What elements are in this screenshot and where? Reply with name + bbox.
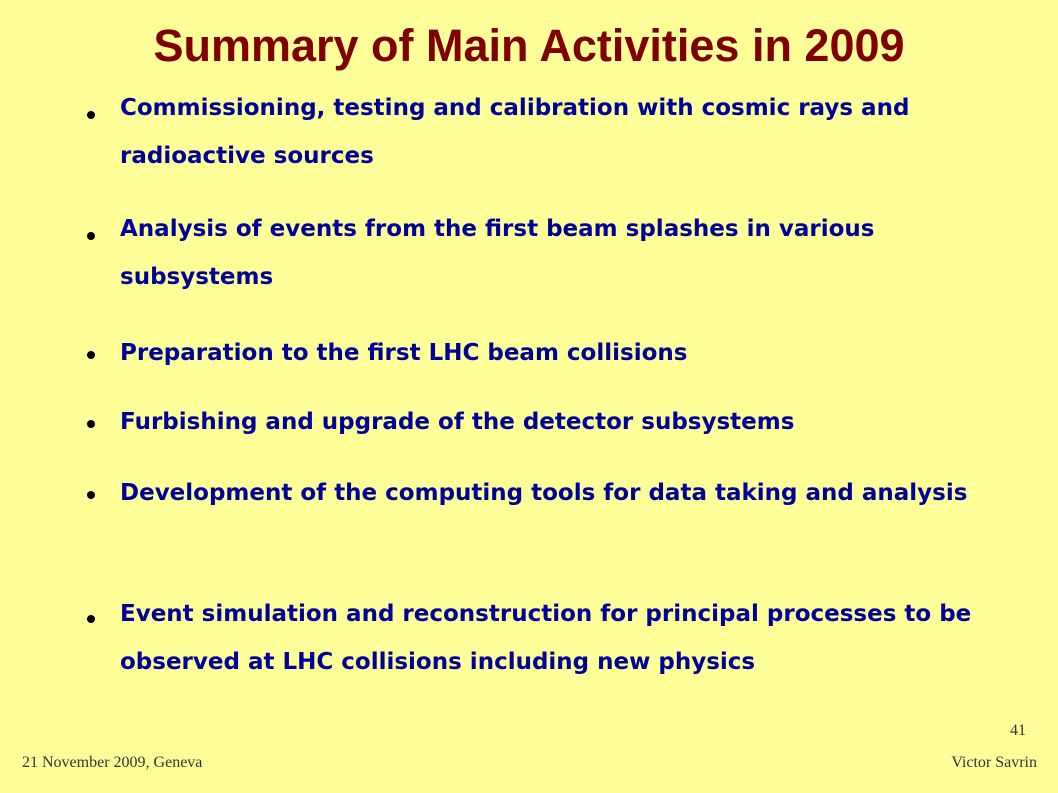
- bullet-text: Furbishing and upgrade of the detector subsystems: [120, 409, 795, 435]
- bullet-text: Development of the computing tools for data taking and analysis: [120, 480, 968, 506]
- bullet-dot-icon: [87, 111, 95, 119]
- bullet-text: Event simulation and reconstruction for principal processes to be observed at LHC collisions including new physics: [120, 601, 972, 675]
- slide-title: Summary of Main Activities in 2009: [153, 20, 905, 71]
- footer-author: Victor Savrin: [951, 754, 1037, 771]
- footer-date-location: 21 November 2009, Geneva: [22, 754, 203, 771]
- bullet-text: Preparation to the first LHC beam collisions: [120, 340, 688, 366]
- bullet-dot-icon: [87, 232, 95, 240]
- bullet-dot-icon: [87, 351, 95, 359]
- bullet-dot-icon: [87, 420, 95, 428]
- page-number: 41: [1010, 722, 1026, 739]
- bullet-text: Commissioning, testing and calibration with cosmic rays and radioactive sources: [120, 95, 910, 169]
- bullet-dot-icon: [87, 615, 95, 623]
- bullet-text: Analysis of events from the first beam splashes in various subsystems: [120, 216, 875, 290]
- bullet-dot-icon: [87, 491, 95, 499]
